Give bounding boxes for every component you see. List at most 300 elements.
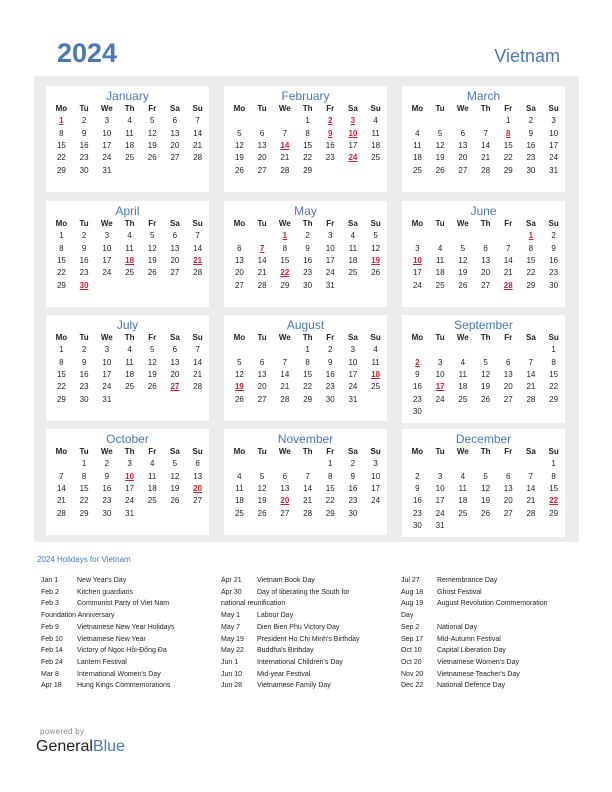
weekday-header: Sa — [169, 333, 180, 343]
day-cell: 24 — [102, 382, 112, 392]
day-cell: 3 — [437, 357, 443, 367]
day-cell: 22 — [503, 153, 513, 163]
day-cell: 23 — [412, 508, 422, 518]
day-cell: 7 — [528, 357, 534, 367]
day-cell: 1 — [551, 459, 556, 469]
day-cell: 2 — [415, 471, 420, 481]
day-cell: 6 — [195, 459, 200, 469]
day-cell: 22 — [56, 153, 66, 163]
day-cell: 24 — [102, 153, 112, 163]
holiday-name: Vietnamese New Year — [77, 635, 146, 643]
day-cell — [164, 279, 187, 291]
day-cell: 11 — [371, 128, 380, 138]
day-cell: 16 — [79, 370, 89, 380]
day-cell: 11 — [413, 141, 422, 151]
day-cell: 25 — [371, 382, 381, 392]
day-cell: 25 — [412, 165, 422, 175]
holiday-date: Apr 21 — [221, 577, 242, 584]
weekday-header: Su — [370, 104, 381, 114]
day-cell: 14 — [280, 370, 290, 380]
day-cell: 3 — [104, 231, 110, 241]
week-row — [50, 152, 209, 164]
day-cell: 11 — [125, 357, 134, 367]
holiday-date: Feb 2 — [41, 588, 59, 596]
day-cell: 21 — [303, 496, 313, 506]
day-cell: 31 — [325, 280, 335, 290]
day-cell: 7 — [483, 128, 488, 138]
month-may — [224, 201, 387, 307]
week-row — [50, 471, 209, 483]
day-cell: 10 — [549, 128, 559, 138]
holiday-item — [401, 634, 548, 646]
day-cell: 20 — [257, 382, 267, 392]
day-cell: 6 — [259, 128, 265, 138]
day-cell: 16 — [549, 256, 559, 266]
holiday-item — [401, 657, 548, 669]
day-cell: 20 — [503, 496, 513, 506]
holiday-item — [41, 587, 175, 599]
holiday-column — [221, 575, 360, 692]
day-cell: 30 — [348, 508, 358, 518]
day-cell: 25 — [125, 382, 135, 392]
holiday-day-cell: 2 — [415, 357, 420, 367]
weekday-header: We — [456, 333, 469, 343]
week-row — [406, 164, 565, 176]
weekday-header: Th — [302, 219, 313, 229]
week-row — [228, 369, 387, 381]
day-cell: 27 — [280, 508, 290, 518]
weekday-header: Th — [124, 447, 135, 457]
month-name: February — [281, 89, 330, 103]
week-row — [50, 458, 209, 470]
day-cell — [542, 406, 565, 418]
day-cell: 7 — [282, 357, 288, 367]
week-row — [406, 406, 565, 418]
day-cell — [429, 115, 452, 127]
day-cell: 29 — [303, 394, 313, 404]
day-cell: 13 — [503, 484, 513, 494]
weekday-header: Tu — [435, 333, 445, 343]
day-cell — [228, 458, 251, 470]
logo-general-text: General — [36, 738, 93, 755]
day-cell: 14 — [257, 256, 267, 266]
day-cell: 28 — [56, 508, 66, 518]
day-cell: 16 — [412, 496, 422, 506]
holiday-day-cell: 30 — [79, 280, 89, 290]
week-row — [228, 267, 387, 279]
day-cell — [228, 115, 251, 127]
day-cell: 10 — [102, 243, 112, 253]
day-cell: 6 — [172, 345, 178, 355]
holiday-name: National Day — [437, 623, 478, 631]
generalblue-logo[interactable] — [36, 738, 125, 756]
weekday-header: Sa — [169, 447, 180, 457]
day-cell: 18 — [125, 141, 135, 151]
day-cell: 31 — [435, 520, 445, 530]
day-cell: 12 — [147, 128, 157, 138]
day-cell: 31 — [549, 165, 559, 175]
day-cell — [186, 279, 209, 291]
day-cell: 20 — [481, 268, 491, 278]
month-february — [224, 86, 387, 192]
holiday-date: Apr 30 — [221, 588, 242, 596]
day-cell: 20 — [170, 370, 180, 380]
holiday-name: Communist Party of Viet Nam — [77, 600, 170, 608]
month-table — [50, 103, 209, 177]
day-cell: 21 — [526, 496, 536, 506]
day-cell: 6 — [259, 357, 265, 367]
day-cell: 1 — [506, 116, 511, 126]
month-table — [228, 446, 387, 520]
day-cell — [251, 458, 274, 470]
week-row — [406, 279, 565, 291]
holiday-name: Day of liberating the South for — [257, 588, 350, 596]
day-cell: 20 — [170, 141, 180, 151]
month-table — [406, 332, 565, 418]
day-cell: 12 — [458, 256, 468, 266]
holiday-item — [401, 598, 548, 610]
day-cell: 25 — [125, 153, 135, 163]
day-cell — [251, 115, 274, 127]
day-cell: 28 — [193, 268, 203, 278]
day-cell: 10 — [102, 128, 112, 138]
day-cell: 17 — [371, 484, 381, 494]
day-cell: 2 — [81, 116, 87, 126]
weekday-header: Tu — [79, 104, 89, 114]
holiday-item — [401, 669, 548, 681]
day-cell: 27 — [193, 496, 203, 506]
day-cell: 17 — [549, 141, 559, 151]
day-cell — [520, 344, 543, 356]
holiday-name: Hung Kings Commemorations — [77, 682, 171, 690]
day-cell: 26 — [257, 508, 267, 518]
day-cell: 8 — [59, 243, 64, 253]
month-october — [46, 429, 209, 535]
week-row — [228, 115, 387, 127]
day-cell: 15 — [303, 370, 313, 380]
day-cell: 16 — [79, 256, 89, 266]
powered-by-text: powered by — [40, 727, 85, 736]
day-cell: 17 — [125, 484, 135, 494]
day-cell: 2 — [528, 116, 534, 126]
day-cell: 29 — [56, 394, 66, 404]
weekday-header: We — [100, 447, 113, 457]
holiday-date: Jun 10 — [221, 670, 243, 678]
day-cell: 28 — [481, 165, 491, 175]
holiday-item — [221, 669, 360, 681]
week-row — [228, 357, 387, 369]
day-cell: 23 — [102, 496, 112, 506]
holiday-item — [41, 622, 175, 634]
day-cell: 26 — [147, 268, 157, 278]
holiday-day-cell: 22 — [280, 268, 290, 278]
month-table — [228, 103, 387, 177]
day-cell: 4 — [127, 345, 132, 355]
day-cell: 13 — [458, 141, 468, 151]
holiday-item — [401, 645, 548, 657]
day-cell — [451, 520, 474, 532]
day-cell: 17 — [348, 141, 358, 151]
week-row — [228, 507, 387, 519]
day-cell: 21 — [526, 382, 536, 392]
day-cell — [118, 393, 141, 405]
day-cell — [141, 279, 164, 291]
weekday-header: Th — [480, 447, 491, 457]
day-cell: 21 — [193, 141, 203, 151]
day-cell: 19 — [147, 256, 157, 266]
day-cell: 15 — [549, 484, 559, 494]
day-cell — [364, 507, 387, 519]
day-cell — [186, 164, 209, 176]
week-row — [406, 267, 565, 279]
day-cell: 16 — [526, 141, 536, 151]
day-cell: 14 — [526, 370, 536, 380]
day-cell: 13 — [170, 357, 180, 367]
holiday-day-cell: 7 — [259, 243, 265, 253]
day-cell: 27 — [170, 153, 180, 163]
day-cell: 14 — [193, 243, 203, 253]
week-row — [50, 357, 209, 369]
holiday-item — [41, 645, 175, 657]
day-cell: 4 — [350, 231, 356, 241]
holiday-date: Jan 1 — [41, 577, 59, 584]
week-row — [228, 152, 387, 164]
week-row — [50, 369, 209, 381]
day-cell: 1 — [59, 345, 64, 355]
day-cell: 27 — [170, 268, 180, 278]
holiday-date: Sep 2 — [401, 623, 420, 631]
day-cell: 6 — [460, 128, 466, 138]
holiday-date: Sep 17 — [401, 635, 424, 643]
week-row — [228, 164, 387, 176]
day-cell: 8 — [305, 128, 310, 138]
holiday-name: Vietnamese Teacher's Day — [437, 670, 520, 678]
day-cell: 25 — [458, 508, 468, 518]
day-cell — [273, 115, 296, 127]
holiday-name: Buddha's Birthday — [257, 647, 314, 655]
day-cell: 5 — [237, 128, 242, 138]
holiday-name: Vietnamese Family Day — [257, 682, 331, 690]
weekday-header: Sa — [525, 447, 536, 457]
day-cell — [118, 164, 141, 176]
month-november — [224, 429, 387, 535]
day-cell: 19 — [481, 496, 491, 506]
day-cell: 24 — [371, 496, 381, 506]
day-cell: 5 — [259, 471, 265, 481]
day-cell: 5 — [483, 471, 488, 481]
day-cell: 13 — [193, 471, 203, 481]
weekday-header: Th — [480, 333, 491, 343]
day-cell: 6 — [237, 243, 242, 253]
day-cell: 24 — [549, 153, 559, 163]
day-cell: 14 — [481, 141, 491, 151]
weekday-header: We — [278, 447, 291, 457]
day-cell: 25 — [458, 394, 468, 404]
weekday-header: Fr — [148, 104, 157, 114]
month-name: July — [116, 318, 139, 332]
week-row — [406, 483, 565, 495]
month-name: December — [455, 432, 512, 446]
day-cell: 10 — [435, 484, 445, 494]
holiday-date: May 22 — [221, 647, 244, 655]
day-cell: 12 — [234, 141, 244, 151]
week-row — [50, 267, 209, 279]
logo-blue-text: Blue — [92, 738, 125, 755]
holiday-name: Remembrance Day — [437, 577, 498, 584]
holiday-date: Nov 20 — [401, 670, 424, 678]
day-cell: 26 — [371, 268, 381, 278]
day-cell: 4 — [127, 231, 132, 241]
week-row — [50, 255, 209, 267]
day-cell: 12 — [481, 370, 491, 380]
day-cell: 7 — [195, 345, 200, 355]
day-cell: 30 — [412, 406, 422, 416]
holiday-date: Jun 1 — [221, 658, 239, 666]
day-cell: 31 — [102, 165, 112, 175]
day-cell: 9 — [328, 357, 333, 367]
day-cell: 4 — [460, 471, 466, 481]
weekday-header: Mo — [233, 104, 246, 114]
day-cell: 4 — [150, 459, 155, 469]
day-cell: 12 — [371, 243, 381, 253]
day-cell — [228, 230, 251, 242]
week-row — [50, 140, 209, 152]
holiday-date: Jul 27 — [401, 577, 420, 584]
weekday-header: Fr — [504, 219, 513, 229]
holiday-day-cell: 9 — [328, 128, 333, 138]
weekday-header: Su — [192, 219, 203, 229]
day-cell: 29 — [56, 280, 66, 290]
week-row — [228, 483, 387, 495]
day-cell — [474, 520, 497, 532]
holiday-name: August Revolution Commemoration — [437, 600, 548, 608]
day-cell: 5 — [373, 231, 378, 241]
day-cell: 18 — [147, 484, 157, 494]
day-cell — [451, 344, 474, 356]
day-cell — [406, 115, 429, 127]
day-cell: 24 — [412, 280, 422, 290]
holiday-date: Apr 18 — [41, 682, 62, 690]
day-cell: 6 — [172, 231, 178, 241]
day-cell: 7 — [59, 471, 64, 481]
weekday-header: We — [100, 104, 113, 114]
day-cell: 12 — [257, 484, 267, 494]
weekday-header: Fr — [504, 447, 513, 457]
weekday-header: Sa — [347, 219, 358, 229]
day-cell: 20 — [458, 153, 468, 163]
week-row — [406, 507, 565, 519]
day-cell: 14 — [193, 357, 203, 367]
day-cell: 16 — [348, 484, 358, 494]
weekday-header: We — [278, 219, 291, 229]
weekday-header: Tu — [435, 104, 445, 114]
day-cell — [520, 520, 543, 532]
week-row — [406, 369, 565, 381]
weekday-header: We — [100, 219, 113, 229]
day-cell: 5 — [150, 345, 155, 355]
month-name: August — [286, 318, 325, 332]
holiday-name-continuation: national reunification — [221, 600, 286, 608]
day-cell: 18 — [458, 382, 468, 392]
weekday-header: Mo — [55, 219, 68, 229]
weekday-header: Th — [302, 333, 313, 343]
holiday-name-continuation: Foundation Anniversary — [41, 612, 115, 620]
day-cell: 4 — [127, 116, 132, 126]
weekday-header: Th — [480, 104, 491, 114]
holiday-item — [41, 575, 175, 587]
day-cell: 8 — [305, 357, 310, 367]
day-cell: 1 — [81, 459, 87, 469]
day-cell: 15 — [325, 484, 335, 494]
day-cell: 1 — [305, 116, 310, 126]
weekday-header: Mo — [411, 104, 424, 114]
day-cell — [186, 507, 209, 519]
day-cell: 19 — [257, 496, 267, 506]
day-cell — [273, 344, 296, 356]
day-cell: 26 — [481, 508, 491, 518]
holiday-name: Mid-year Festival — [257, 670, 311, 678]
holiday-day-cell: 1 — [59, 116, 64, 126]
holiday-day-cell: 21 — [193, 256, 203, 266]
day-cell: 13 — [257, 141, 267, 151]
day-cell: 4 — [415, 128, 420, 138]
day-cell: 3 — [127, 459, 132, 469]
weekday-header: Sa — [525, 104, 536, 114]
day-cell: 17 — [412, 268, 422, 278]
holiday-column — [41, 575, 175, 692]
day-cell: 5 — [172, 459, 178, 469]
day-cell — [251, 344, 274, 356]
day-cell: 11 — [348, 243, 358, 253]
holiday-date: Feb 14 — [41, 647, 63, 655]
week-row — [50, 381, 209, 393]
holiday-item — [41, 598, 175, 610]
weekday-header: Su — [370, 333, 381, 343]
day-cell: 2 — [81, 231, 87, 241]
day-cell: 19 — [147, 141, 157, 151]
day-cell — [429, 344, 452, 356]
day-cell — [474, 115, 497, 127]
day-cell: 9 — [350, 471, 356, 481]
day-cell: 27 — [503, 508, 513, 518]
month-table — [228, 332, 387, 406]
day-cell: 2 — [328, 345, 333, 355]
holiday-name: Vietnamese Women's Day — [437, 658, 520, 666]
day-cell: 23 — [412, 394, 422, 404]
week-row — [50, 279, 209, 291]
month-table — [228, 218, 387, 292]
holiday-day-cell: 18 — [125, 256, 135, 266]
day-cell: 26 — [170, 496, 180, 506]
holiday-day-cell: 8 — [506, 128, 511, 138]
day-cell — [141, 164, 164, 176]
week-row — [228, 344, 387, 356]
day-cell: 16 — [303, 256, 313, 266]
holiday-day-cell: 22 — [549, 496, 559, 506]
holiday-day-cell: 28 — [503, 280, 513, 290]
day-cell: 22 — [56, 382, 66, 392]
holiday-day-cell: 14 — [280, 141, 290, 151]
day-cell: 12 — [234, 370, 244, 380]
day-cell: 21 — [280, 153, 290, 163]
day-cell — [474, 406, 497, 418]
week-row — [406, 243, 565, 255]
day-cell: 14 — [56, 484, 66, 494]
day-cell — [164, 393, 187, 405]
weekday-header: Su — [548, 219, 559, 229]
day-cell: 29 — [79, 508, 89, 518]
day-cell: 2 — [305, 231, 310, 241]
